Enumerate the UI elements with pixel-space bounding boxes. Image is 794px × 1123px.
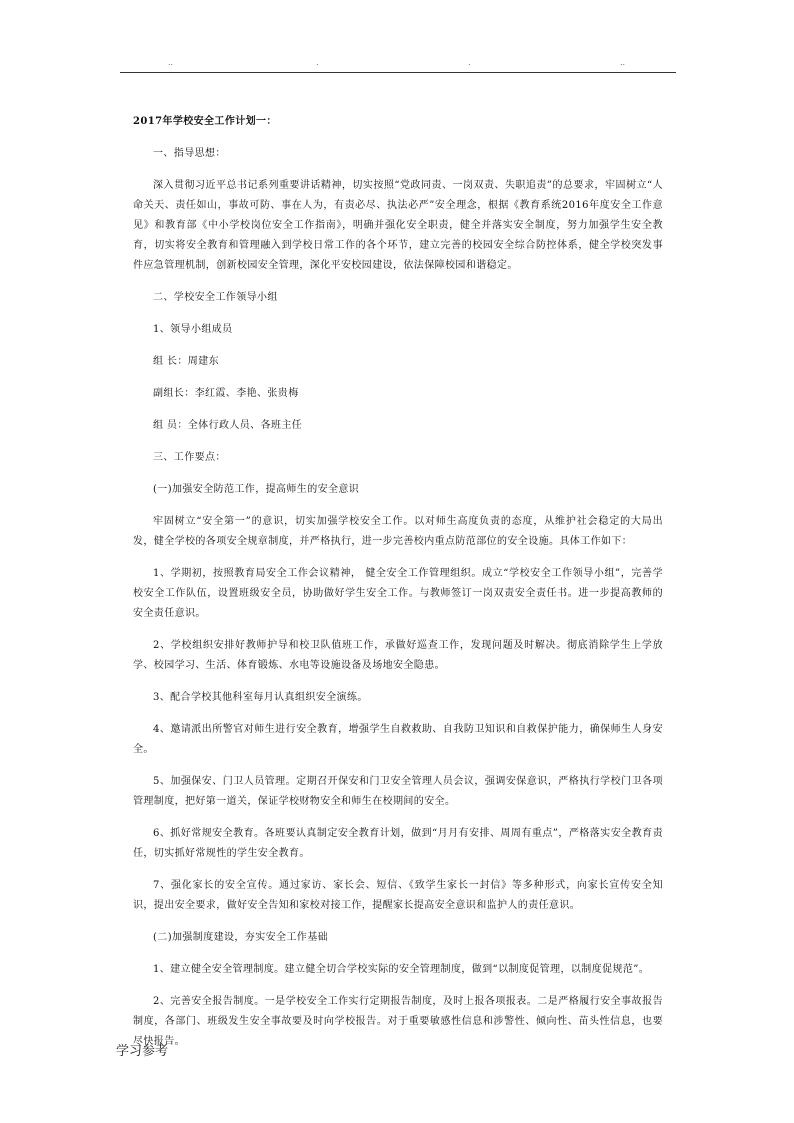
paragraph: 1、建立健全安全管理制度。建立健全切合学校实际的安全管理制度，做到“以制度促管理，以制度促规范”。	[153, 964, 650, 975]
section-heading: 二、学校安全工作领导小组	[153, 292, 278, 303]
paragraph: 5、加强保安、门卫人员管理。定期召开保安和门卫安全管理人员会议，强调安保意识，严格执行学校门卫各项管理制度，把好第一道关，保证学校财物安全和师生在校期间的安全。	[133, 776, 663, 807]
section-heading: 一、指导思想：	[153, 148, 226, 159]
document-body	[133, 112, 663, 1064]
section-heading: 组 长：周建东	[153, 356, 219, 367]
sections	[133, 144, 663, 1064]
paragraph: 2、学校组织安排好教师护导和校卫队值班工作，承做好巡查工作，发现问题及时解决。彻底消除学生上学放学、校园学习、生活、体育锻炼、水电等设施设备及场地安全隐患。	[133, 640, 663, 671]
paragraph: 7、强化家长的安全宣传。通过家访、家长会、短信、《致学生家长一封信》等多种形式，向家长宣传安全知识，提出安全要求，做好安全告知和家校对接工作，提醒家长提高安全意识和监护人的责任意识。	[133, 880, 663, 911]
paragraph: 牢固树立“安全第一”的意识，切实加强学校安全工作。以对师生高度负责的态度，从维护社会稳定的大局出发，健全学校的各项安全规章制度，并严格执行，进一步完善校内重点防范部位的安全设施。具体工作如下：	[133, 516, 663, 547]
header-rule	[120, 72, 676, 73]
section-heading: (一)加强安全防范工作，提高师生的安全意识	[153, 484, 360, 495]
header-dot: ..	[620, 58, 626, 67]
header-dot: ..	[168, 58, 174, 67]
section-heading: 1、领导小组成员	[153, 324, 233, 335]
document-title: 2017年学校安全工作计划一：	[133, 116, 277, 127]
paragraph: 4、邀请派出所警官对师生进行安全教育，增强学生自救救助、自我防卫知识和自救保护能力，确保师生人身安全。	[133, 724, 663, 755]
header-dot: .	[316, 58, 319, 67]
section-heading: 三、工作要点：	[153, 452, 226, 463]
paragraph: 深入贯彻习近平总书记系列重要讲话精神，切实按照“党政同责、一岗双责、失职追责”的总要求，牢固树立“人命关天、责任如山，事故可防、事在人为，有责必尽、执法必严”安全理念，根据《教育系统2016年度安全工作意见》和教育部《中小学校岗位安全工作指南》，明确并强化安全职责，健全并落实安全制度，努力加强学生安全教育，切实将安全教育和管理融入到学校日常工作的各个环节，建立完善的校园安全综合防控体系，健全学校突发事件应急管理机制，创新校园安全管理，深化平安校园建设，依法保障校园和谐稳定。	[133, 180, 663, 271]
paragraph: 2、完善安全报告制度。一是学校安全工作实行定期报告制度，及时上报各项报表。二是严格履行安全事故报告制度，各部门、班级发生安全事故要及时向学校报告。对于重要敏感性信息和涉警性、倾向性、苗头性信息，也要尽快报告。	[133, 996, 663, 1047]
footer-label: 学习参考	[116, 1044, 169, 1059]
section-heading: 副组长：李红霞、李艳、张贵梅	[153, 388, 299, 399]
paragraph: 6、抓好常规安全教育。各班要认真制定安全教育计划，做到“月月有安排、周周有重点”，严格落实安全教育责任，切实抓好常规性的学生安全教育。	[133, 828, 663, 859]
header-dot: .	[468, 58, 471, 67]
header-dots	[120, 58, 676, 70]
section-heading: (二)加强制度建设，夯实安全工作基础	[153, 932, 329, 943]
paragraph: 3、配合学校其他科室每月认真组织安全演练。	[153, 692, 368, 703]
paragraph: 1、学期初，按照教育局安全工作会议精神， 健全安全工作管理组织。成立“学校安全工作领导小组”，完善学校安全工作队伍，设置班级安全员，协助做好学生安全工作。与教师签订一岗双责安全责任书。进一步提高教师的安全责任意识。	[133, 568, 663, 619]
section-heading: 组 员：全体行政人员、各班主任	[153, 420, 303, 431]
